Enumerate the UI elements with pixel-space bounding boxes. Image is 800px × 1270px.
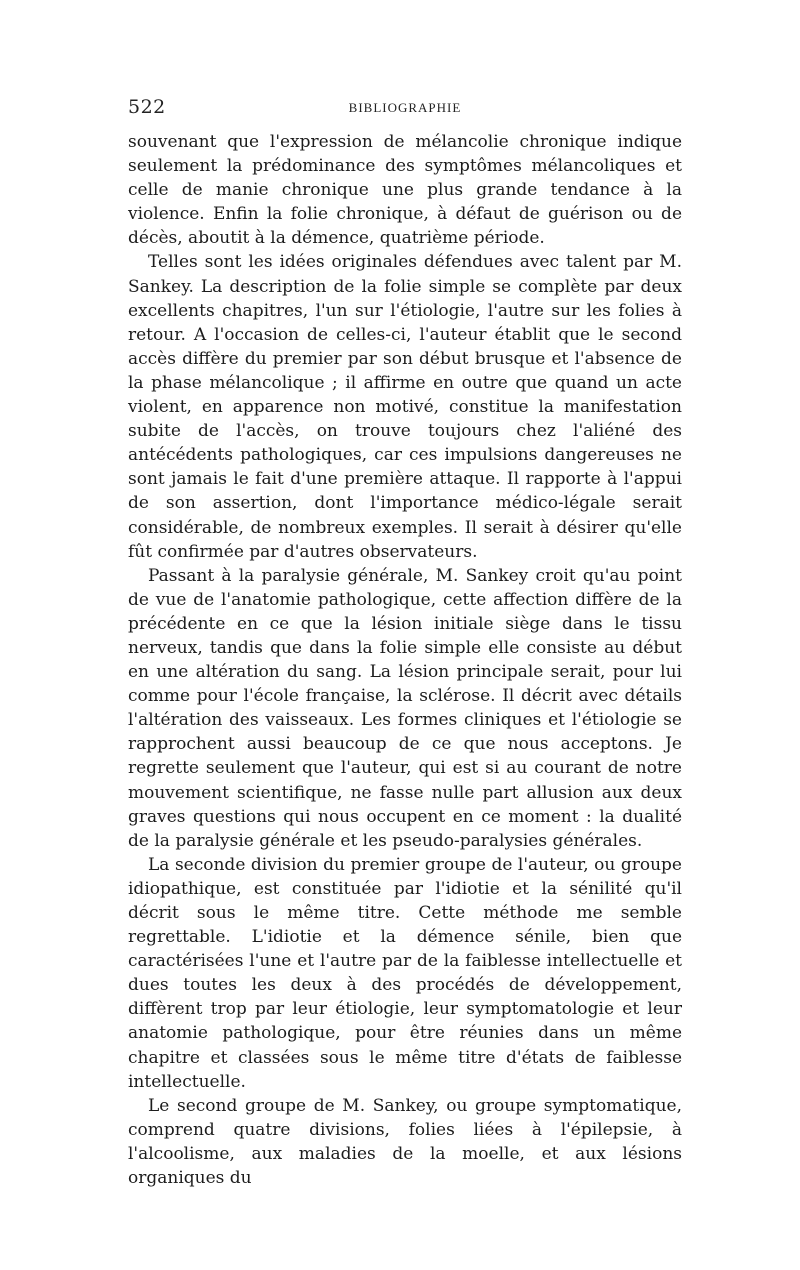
paragraph: La seconde division du premier groupe de l'auteur, ou groupe idiopathique, est constituée par l'idiotie et la sénilité qu'il décrit sous le même titre. Cette méthode me semble regrettable. L'idiotie et la démence sénile, bien que caractérisées l'une et l'autre par de la faiblesse intellectuelle et dues toutes les deux à des procédés de développement, diffèrent trop par leur étiologie, leur symptomatologie et leur anatomie pathologique, pour être réunies dans un même chapitre et classées sous le même titre d'états de faiblesse intellectuelle. <box>128 854 682 1092</box>
paragraph: Passant à la paralysie générale, M. Sankey croit qu'au point de vue de l'anatomie pathologique, cette affection diffère de la précédente en ce que la lésion initiale siège dans le tissu nerveux, tandis que dans la folie simple elle consiste au début en une altération du sang. La lésion principale serait, pour lui comme pour l'école française, la sclérose. Il décrit avec détails l'altération des vaisseaux. Les formes cliniques et l'étiologie se rapprochent aussi beaucoup de ce que nous acceptons. Je regrette seulement que l'auteur, qui est si au courant de notre mouvement scientifique, ne fasse nulle part allusion aux deux graves questions qui nous occupent en ce moment : la dualité de la paralysie générale et les pseudo-paralysies générales. <box>128 565 682 851</box>
paragraph: Le second groupe de M. Sankey, ou groupe symptomatique, comprend quatre divisions, folies liées à l'épilepsie, à l'alcoolisme, aux maladies de la moelle, et aux lésions organiques du <box>128 1095 682 1189</box>
paragraph-continuation: souvenant que l'expression de mélancolie chronique indique seulement la prédominance des symptômes mélancoliques et celle de manie chronique une plus grande tendance à la violence. Enfin la folie chronique, à défaut de guérison ou de décès, aboutit à la démence, quatrième période. <box>128 132 682 249</box>
body-text <box>128 130 682 1190</box>
page-number: 522 <box>128 96 166 118</box>
running-head: BIBLIOGRAPHIE <box>348 100 462 115</box>
paragraph: Telles sont les idées originales défendues avec talent par M. Sankey. La description de la folie simple se complète par deux excellents chapitres, l'un sur l'étiologie, l'autre sur les folies à retour. A l'occasion de celles-ci, l'auteur établit que le second accès diffère du premier par son début brusque et l'absence de la phase mélancolique ; il affirme en outre que quand un acte violent, en apparence non motivé, constitue la manifestation subite de l'accès, on trouve toujours chez l'aliéné des antécédents pathologiques, car ces impulsions dangereuses ne sont jamais le fait d'une première attaque. Il rapporte à l'appui de son assertion, dont l'importance médico-légale serait considérable, de nombreux exemples. Il serait à désirer qu'elle fût confirmée par d'autres observateurs. <box>128 252 682 562</box>
page-header <box>128 96 682 120</box>
